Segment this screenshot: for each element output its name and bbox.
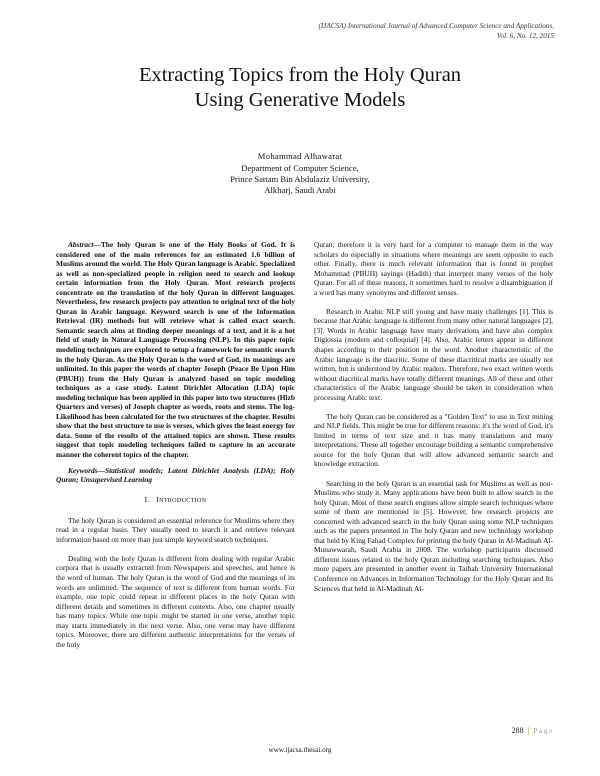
body-paragraph: Searching in the holy Quran is an essential task for Muslims as well as non-Muslims who study it. Many applications have been built to allow search in the holy Quran. Most of these search engines allow simple search techniques where some of them are mentioned in [5]. However, few research projects are concerned with advanced search in the holy Quran using some NLP techniques such as the papers presented in The holy Quran and new technology workshop that held by King Fahad Complex for printing the holy Quran in Al-Madinah Al-Munawwarah, Saudi Arabia in 2008. The workshop participants discussed different issues related to the holy Quran including searching techniques. Also more papers are presented in another event in Taibah University International Conference on Advances in Information Technology for the Holy Quran and Its Sciences that held in Al-Madinah Al- [314, 478, 553, 593]
paper-title-line1: Extracting Topics from the Holy Quran [138, 64, 462, 86]
page-footer-number [512, 726, 554, 735]
page-label: Page [533, 726, 554, 735]
body-paragraph: The holy Quran can be considered as a "Golden Text" to use in Text mining and NLP fields. This might be true for different reasons: it's the word of God, it's limited in terms of text size and it has many translations and many interpretations. These all together encourage building a semantic comprehensive source for the holy Quran that will allow advanced semantic search and knowledge extraction. [314, 411, 553, 469]
journal-header-line2: Vol. 6, No. 12, 2015 [496, 31, 554, 40]
abstract-lead: Abstract— [68, 240, 101, 249]
abstract [56, 240, 295, 460]
journal-header [224, 22, 554, 41]
page-number: 288 [511, 726, 524, 735]
author-location: Alkharj, Saudi Arabi [264, 184, 336, 195]
author-university: Prince Sattam Bin Abdulaziz University, [230, 173, 370, 184]
author-department: Department of Computer Science, [241, 163, 359, 174]
body-paragraph: Dealing with the holy Quran is different from dealing with regular Arabic corpora that is usually extracted from Newspapers and speeches, and hence is the word of human. The holy Quran is the word of God and the meanings of its words are unlimited. The sequence of text is different from human words. For example, one topic could repeat in different places in the holy Quran with different details and sometimes in different contexts. Also, one chapter usually has many topics. While one topic might be started in one verse, another topic may starts immediately in the next verse. Also, one verse may have different topics. Moreover, there are different authentic interpretations for the verses of the holy [56, 553, 295, 649]
author-name: Mohammad Alhawarat [257, 151, 343, 161]
abstract-text: The holy Quran is one of the Holy Books of God. It is considered one of the main references for an estimated 1.6 billion of Muslims around the world. The Holy Quran language is Arabic. Specialized as well as non-specialized people in religion need to search and lookup certain information from the Holy Quran. Most research projects concentrate on the translation of the holy Quran in different languages. Nevertheless, few research projects pay attention to original text of the holy Quran in Arabic language. Keyword search is one of the Information Retrieval (IR) methods but will retrieve what is called exact search. Semantic search aims at finding deeper meanings of a text, and it is a hot field of study in Natural Language Processing (NLP). In this paper topic modeling techniques are explored to setup a framework for semantic search in the holy Quran. As the Holy Quran is the word of God, its meanings are unlimited. In this paper the words of chapter Joseph (Peace Be Upon Him (PBUH)) from the Holy Quran is analyzed based on topic modeling techniques as a case study. Latent Dirichlet Allocation (LDA) topic modeling technique has been applied in this paper into two structures (Hizb Quarters and verses) of Joseph chapter as words, roots and stems. The log-Likelihood has been calculated for the two structures of the chapter. Results show that the best structure to use is verses, which gives the least energy for data. Some of the results of the attained topics are shown. These results suggest that topic modeling techniques failed to capture in an accurate manner the coherent topics of the chapter. [56, 240, 295, 460]
section-number: I. [144, 494, 150, 504]
right-column [314, 240, 553, 593]
left-column [56, 240, 295, 649]
body-paragraph-continued: Quran; therefore it is very hard for a computer to manage them in the way scholars do especially in situations where meanings are seem opposite to each other. Finally, there is much relevant information that is found in prophet Mohammad (PBUH) sayings (Hadith) that interpret many verses of the holy Quran. For all of these reasons, it sometimes hard to resolve a disambiguation if a word has many synonyms and different senses. [314, 240, 553, 297]
section-first-letter: I [156, 494, 160, 504]
author-block [0, 151, 600, 195]
body-paragraph: The holy Quran is considered an essential reference for Muslims where they read in a regular basis. They usually need to search it and retrieve relevant information based on more than just simple keyword search techniques. [56, 515, 295, 544]
paper-title [0, 63, 600, 113]
page-separator: | [527, 726, 530, 735]
journal-url: www.ijacsa.thesai.org [268, 746, 332, 754]
journal-header-line1: (IJACSA) International Journal of Advanced Computer Science and Applications, [318, 22, 554, 30]
section-heading [56, 495, 295, 507]
paper-title-line2: Using Generative Models [194, 89, 406, 111]
section-title-rest: NTRODUCTION [159, 497, 207, 504]
keywords: Keywords—Statistical models; Latent Dirichlet Analysis (LDA); Holy Quran; Unsupervised Learning [56, 465, 295, 485]
body-paragraph: Research in Arabic NLP still young and have many challenges [1]. This is because that Arabic language is different from many other natural languages [2], [3]. Words in Arabic language have many derivations and have also complex Diglossia (modern and colloquial) [4]. Also, Arabic letters appear in different shapes according to their position in the word. Another characteristic of the Arabic language is the diacritic. Some of these diacritical marks are usually not written, but is understood by Arabic readers. Therefore, two exact written words without diacritical marks have totally different meanings. All of these and other characteristics of the Arabic language should be taken in consideration when processing Arabic text. [314, 306, 553, 402]
